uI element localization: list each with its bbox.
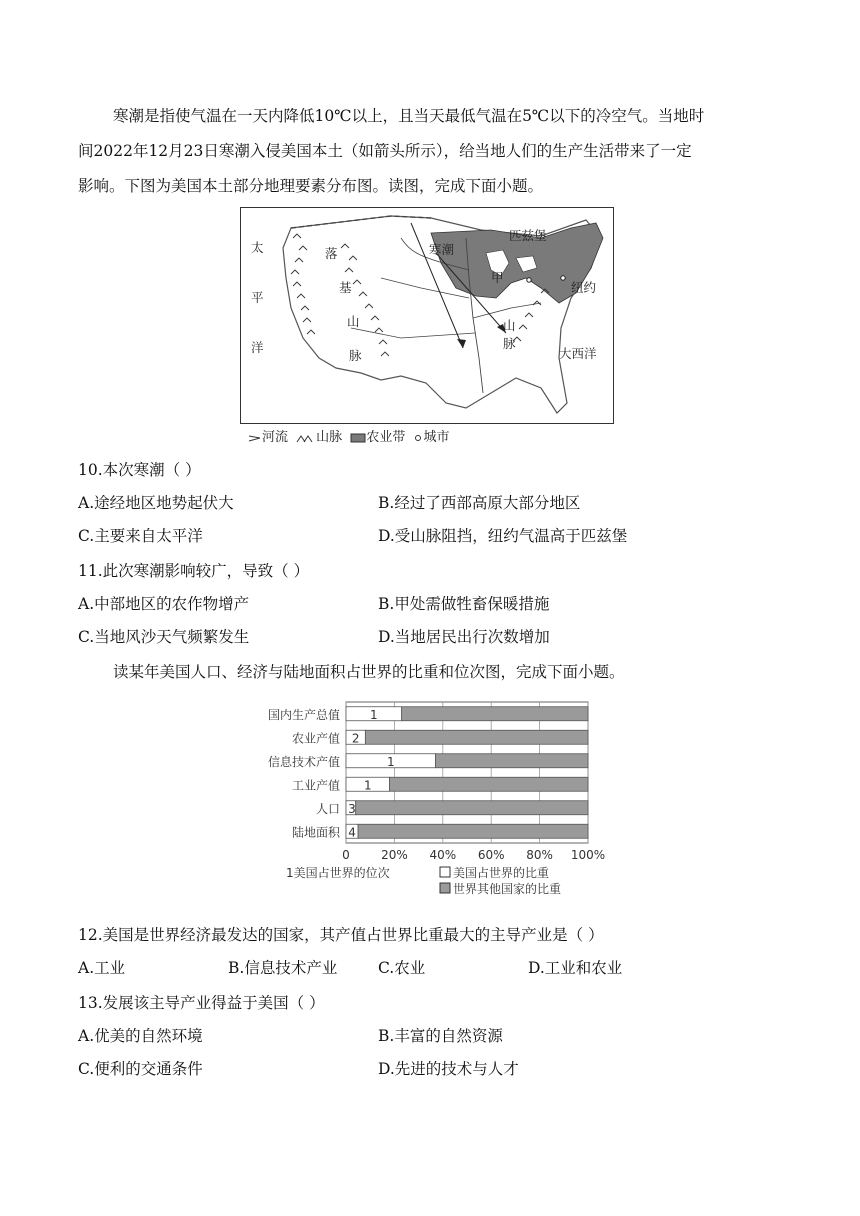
jia-label: 甲 bbox=[491, 270, 504, 285]
us-map-svg bbox=[241, 208, 614, 424]
intro1-line2: 间2022年12月23日寒潮入侵美国本土（如箭头所示），给当地人们的生产生活带来了一定 bbox=[78, 142, 692, 160]
chart-plot-frame bbox=[346, 702, 588, 843]
rocky-label-2: 基 bbox=[339, 280, 352, 295]
chart-xtick-label: 40% bbox=[429, 848, 457, 862]
chart-legend-rank: 1美国占世界的位次 bbox=[286, 866, 390, 880]
cold-wave-label: 寒潮 bbox=[429, 242, 455, 257]
chart-xtick-label: 20% bbox=[381, 848, 408, 862]
q12-option-a[interactable]: A.工业 bbox=[78, 959, 126, 977]
chart-legend-other-share: 世界其他国家的比重 bbox=[453, 882, 562, 896]
chart-legend-other-swatch bbox=[440, 883, 450, 893]
q12-option-b[interactable]: B.信息技术产业 bbox=[228, 959, 338, 977]
map-legend bbox=[248, 426, 453, 445]
chart-category-label: 陆地面积 bbox=[291, 825, 340, 840]
q10-option-b[interactable]: B.经过了西部高原大部分地区 bbox=[378, 494, 581, 512]
intro1-line1: 寒潮是指使气温在一天内降低10℃以上，且当天最低气温在5℃以下的冷空气。当地时 bbox=[113, 107, 705, 125]
q10-option-d[interactable]: D.受山脉阻挡，纽约气温高于匹兹堡 bbox=[378, 527, 628, 545]
q11-option-d[interactable]: D.当地居民出行次数增加 bbox=[378, 628, 550, 646]
q10-option-c[interactable]: C.主要来自太平洋 bbox=[78, 527, 203, 545]
pittsburgh-city bbox=[527, 278, 531, 282]
rocky-label-1: 落 bbox=[325, 246, 338, 261]
chart-bar-other-share bbox=[436, 754, 588, 768]
mountain-legend-icon bbox=[296, 433, 316, 443]
new-york-city bbox=[561, 276, 565, 280]
q13-option-d[interactable]: D.先进的技术与人才 bbox=[378, 1060, 519, 1078]
q13-option-c[interactable]: C.便利的交通条件 bbox=[78, 1060, 203, 1078]
chart-xtick-label: 100% bbox=[570, 848, 606, 862]
appalachian-label-1: 山 bbox=[503, 318, 516, 333]
chart-xtick-label: 80% bbox=[526, 848, 553, 862]
chart-rank-label: 1 bbox=[370, 707, 378, 722]
legend-farm: 农业带 bbox=[366, 430, 406, 445]
share-chart bbox=[240, 690, 620, 910]
q11-option-c[interactable]: C.当地风沙天气频繁发生 bbox=[78, 628, 250, 646]
pacific-label-3: 洋 bbox=[251, 340, 264, 355]
q10-option-a[interactable]: A.途经地区地势起伏大 bbox=[78, 494, 234, 512]
legend-river: 河流 bbox=[262, 430, 289, 445]
chart-category-label: 人口 bbox=[315, 801, 340, 816]
q12-option-c[interactable]: C.农业 bbox=[378, 959, 426, 977]
appalachian-label-2: 脉 bbox=[503, 336, 516, 351]
q13-option-a[interactable]: A.优美的自然环境 bbox=[78, 1027, 203, 1045]
pittsburgh-label: 匹兹堡 bbox=[509, 228, 547, 243]
chart-category-label: 信息技术产值 bbox=[267, 754, 340, 769]
chart-legend-us-share: 美国占世界的比重 bbox=[453, 866, 550, 880]
q11-option-a[interactable]: A.中部地区的农作物增产 bbox=[78, 595, 250, 613]
us-map-figure bbox=[240, 207, 614, 424]
appalachian-mountains bbox=[513, 289, 549, 341]
q10-stem: 10.本次寒潮（ ） bbox=[78, 461, 201, 479]
q13-option-b[interactable]: B.丰富的自然资源 bbox=[378, 1027, 503, 1045]
q12-option-d[interactable]: D.工业和农业 bbox=[528, 959, 623, 977]
atlantic-label: 大西洋 bbox=[559, 346, 597, 361]
intro1-line3: 影响。下图为美国本土部分地理要素分布图。读图，完成下面小题。 bbox=[78, 177, 544, 195]
chart-legend-us-swatch bbox=[440, 867, 450, 877]
chart-category-label: 工业产值 bbox=[291, 778, 340, 793]
intro2: 读某年美国人口、经济与陆地面积占世界的比重和位次图，完成下面小题。 bbox=[113, 663, 625, 681]
legend-mountain: 山脉 bbox=[316, 430, 343, 445]
chart-xtick-label: 60% bbox=[477, 848, 505, 862]
chart-category-label: 国内生产总值 bbox=[267, 707, 340, 722]
q11-option-b[interactable]: B.甲处需做牲畜保暖措施 bbox=[378, 595, 550, 613]
chart-bar-other-share bbox=[356, 801, 588, 815]
chart-rank-label: 1 bbox=[363, 778, 372, 793]
chart-rank-label: 3 bbox=[348, 801, 356, 816]
new-york-label: 纽约 bbox=[571, 280, 597, 295]
pacific-label-1: 太 bbox=[251, 240, 264, 255]
chart-rank-label: 2 bbox=[351, 731, 360, 746]
chart-rank-label: 1 bbox=[386, 754, 395, 769]
rocky-label-3: 山 bbox=[347, 314, 360, 329]
q12-stem: 12.美国是世界经济最发达的国家，其产值占世界比重最大的主导产业是（ ） bbox=[78, 926, 604, 944]
farm-legend-icon bbox=[350, 433, 366, 443]
chart-xtick-label: 0 bbox=[342, 848, 350, 862]
chart-bar-other-share bbox=[402, 707, 588, 721]
city-legend-icon bbox=[413, 433, 423, 443]
pacific-label-2: 平 bbox=[251, 290, 264, 305]
q11-stem: 11.此次寒潮影响较广，导致（ ） bbox=[78, 562, 310, 580]
legend-city: 城市 bbox=[423, 430, 450, 445]
chart-bar-other-share bbox=[390, 777, 588, 791]
chart-bar-other-share bbox=[358, 824, 588, 838]
rocky-mountains bbox=[291, 234, 389, 356]
river-legend-icon bbox=[248, 433, 262, 443]
rocky-label-4: 脉 bbox=[349, 348, 362, 363]
share-chart-svg bbox=[240, 690, 620, 910]
chart-rank-label: 4 bbox=[348, 825, 356, 840]
q13-stem: 13.发展该主导产业得益于美国（ ） bbox=[78, 994, 325, 1012]
chart-category-label: 农业产值 bbox=[291, 731, 340, 746]
chart-bar-other-share bbox=[365, 730, 588, 744]
